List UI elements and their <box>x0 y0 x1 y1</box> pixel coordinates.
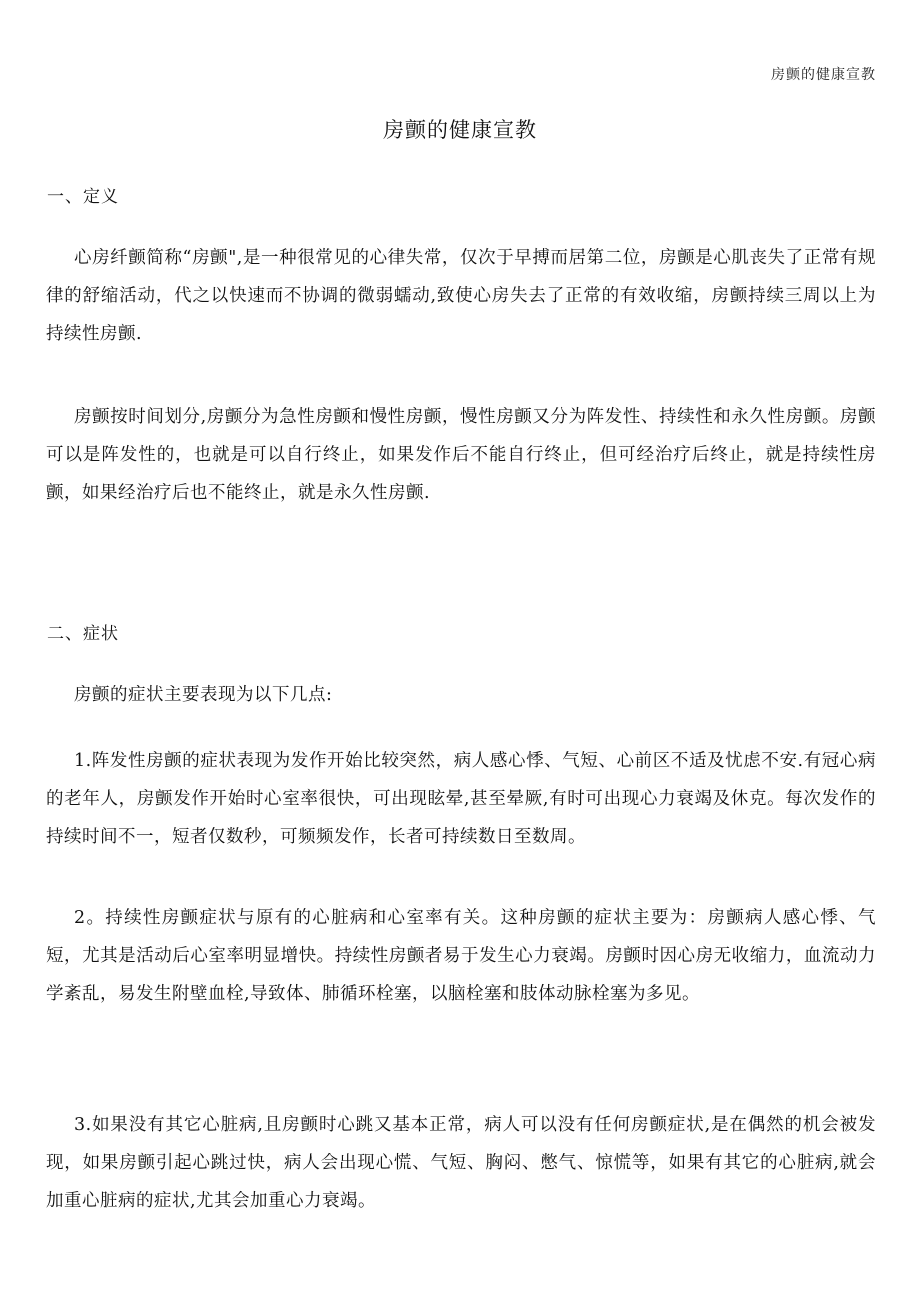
document-title: 房颤的健康宣教 <box>383 118 537 142</box>
section-heading-definition: 一、定义 <box>47 187 119 207</box>
paragraph-definition-2: 房颤按时间划分,房颤分为急性房颤和慢性房颤，慢性房颤又分为阵发性、持续性和永久性房颤。房颤可以是阵发性的，也就是可以自行终止，如果发作后不能自行终止，但可经治疗后终止，就是持续性房颤，如果经治疗后也不能终止，就是永久性房颤. <box>46 407 876 503</box>
paragraph-symptom-2: 2。持续性房颤症状与原有的心脏病和心室率有关。这种房颤的症状主要为：房颤病人感心悸、气短，尤其是活动后心室率明显增快。持续性房颤者易于发生心力衰竭。房颤时因心房无收缩力，血流动力学紊乱，易发生附壁血栓,导致体、肺循环栓塞，以脑栓塞和肢体动脉栓塞为多见。 <box>46 908 876 1004</box>
paragraph-symptom-1: 1.阵发性房颤的症状表现为发作开始比较突然，病人感心悸、气短、心前区不适及忧虑不安.有冠心病的老年人，房颤发作开始时心室率很快，可出现眩晕,甚至晕厥,有时可出现心力衰竭及休克。每次发作的持续时间不一，短者仅数秒，可频频发作，长者可持续数日至数周。 <box>46 751 876 847</box>
paragraph-symptom-3: 3.如果没有其它心脏病,且房颤时心跳又基本正常，病人可以没有任何房颤症状,是在偶然的机会被发现，如果房颤引起心跳过快，病人会出现心慌、气短、胸闷、憋气、惊慌等，如果有其它的心脏病,就会加重心脏病的症状,尤其会加重心力衰竭。 <box>46 1115 876 1211</box>
paragraph-definition-1: 心房纤颤简称“房颤",是一种很常见的心律失常，仅次于早搏而居第二位，房颤是心肌丧失了正常有规律的舒缩活动，代之以快速而不协调的微弱蠕动,致使心房失去了正常的有效收缩，房颤持续三周以上为持续性房颤. <box>46 248 876 344</box>
section-heading-symptoms: 二、症状 <box>47 624 119 644</box>
paragraph-symptoms-intro: 房颤的症状主要表现为以下几点: <box>74 685 333 705</box>
running-header: 房颤的健康宣教 <box>771 67 876 83</box>
